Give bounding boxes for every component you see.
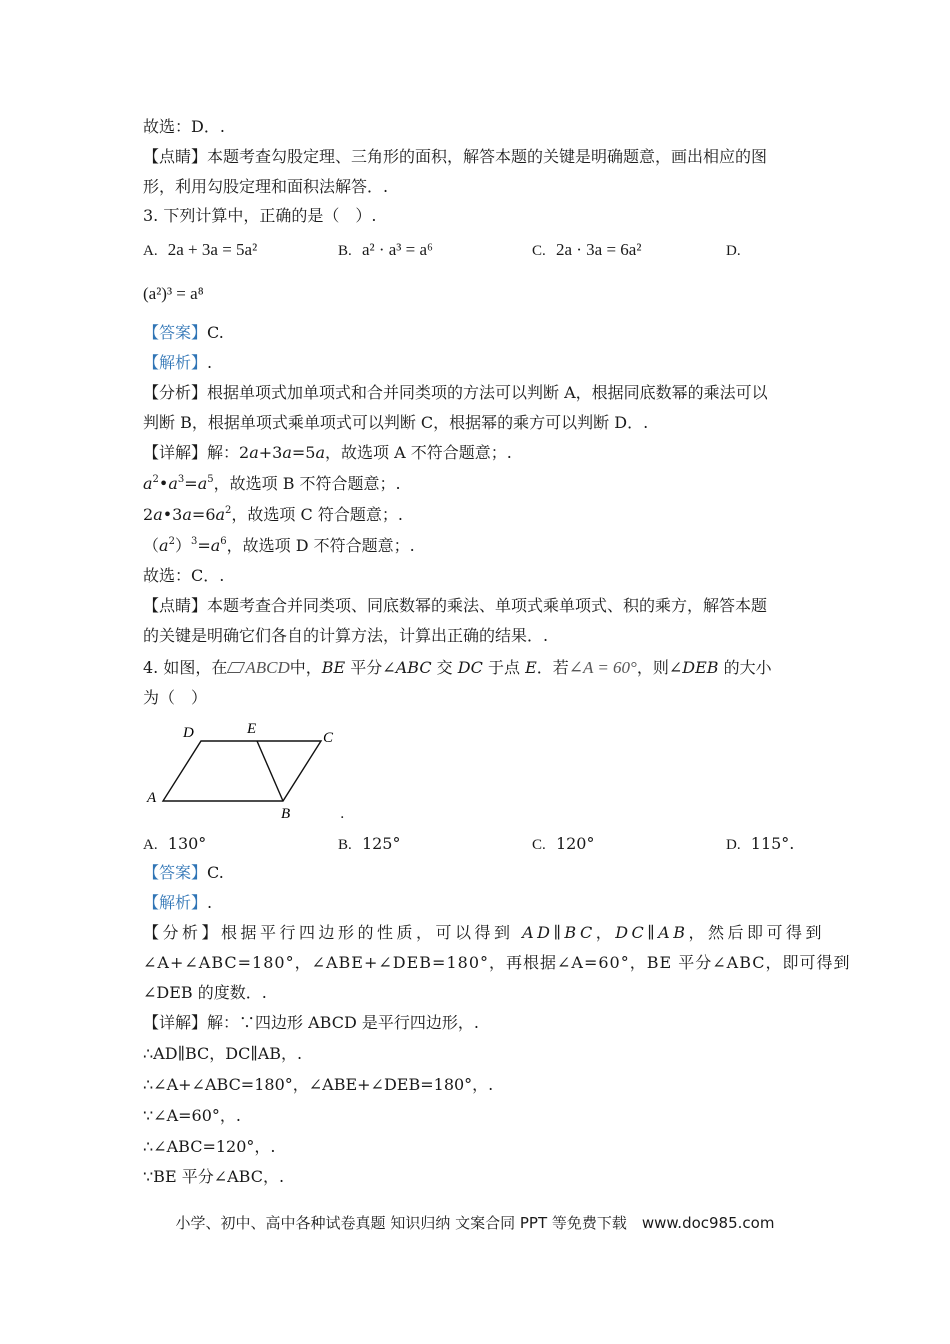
parallelogram-abcd bbox=[163, 741, 321, 801]
q4-detail-line-2: ∴AD∥BC，DC∥AB，. bbox=[143, 1044, 303, 1063]
q3-detail-line-2: $a^2•a^3=a^5$，故选项 B 不符合题意；. bbox=[143, 474, 401, 493]
parallelogram-symbol-icon bbox=[227, 658, 245, 669]
q4-fenxi-line-2: ∠A+∠ABC=180°，∠ABE+∠DEB=180°，再根据∠A=60°，BE 平分∠ABC，即可得到 bbox=[143, 953, 851, 972]
label-c: C bbox=[323, 730, 334, 746]
question-4-stem-line-1: 4. 如图，在 ABCD中，BE 平分∠ABC 交 DC 于点 E．若∠A = 60°，则∠DEB 的大小 bbox=[143, 658, 772, 677]
q4-fenxi-line-1: 【分析】根据平行四边形的性质，可以得到 AD∥BC，DC∥AB，然后即可得到 bbox=[143, 923, 826, 942]
q3-option-b: B. a² · a³ = a⁶ bbox=[338, 240, 433, 259]
page-footer: 小学、初中、高中各种试卷真题 知识归纳 文案合同 PPT 等免费下载 www.doc985.com bbox=[175, 1214, 775, 1232]
q3-detail-line-4: $(a^2)^3=a^6$，故选项 D 不符合题意；. bbox=[143, 536, 415, 555]
analysis-tag: 【解析】 bbox=[143, 353, 208, 372]
answer-tag: 【答案】 bbox=[143, 323, 208, 342]
previous-note-line-1: 【点睛】本题考查勾股定理、三角形的面积，解答本题的关键是明确题意，画出相应的图 bbox=[143, 147, 768, 166]
q3-note-line-2: 的关键是明确它们各自的计算方法，计算出正确的结果．. bbox=[143, 626, 549, 645]
label-a: A bbox=[147, 790, 157, 806]
figure-trailing-mark: . bbox=[340, 806, 345, 822]
q4-fenxi-line-3: ∠DEB 的度数．. bbox=[143, 983, 267, 1002]
q4-option-c: C. 120° bbox=[532, 834, 595, 853]
label-b: B bbox=[281, 806, 291, 822]
parallelogram-diagram bbox=[143, 716, 343, 824]
label-d: D bbox=[183, 725, 194, 741]
q3-conclusion-line: 故选：C．. bbox=[143, 566, 225, 585]
q3-note-line-1: 【点睛】本题考查合并同类项、同底数幂的乘法、单项式乘单项式、积的乘方，解答本题 bbox=[143, 596, 768, 615]
label-e: E bbox=[247, 721, 257, 737]
q3-answer-line: 【答案】C. bbox=[143, 323, 224, 342]
segment-be bbox=[257, 741, 283, 801]
previous-answer-line: 故选：D．. bbox=[143, 117, 225, 136]
q3-option-a: A. 2a + 3a = 5a² bbox=[143, 240, 258, 259]
q4-option-d: D. 115°. bbox=[726, 834, 795, 853]
q4-option-a: A. 130° bbox=[143, 834, 207, 853]
question-3-stem: 3. 下列计算中，正确的是（ ）. bbox=[143, 206, 377, 225]
q4-detail-line-5: ∴∠ABC=120°，. bbox=[143, 1137, 276, 1156]
q4-analysis-line: 【解析】. bbox=[143, 893, 213, 912]
q4-answer-line: 【答案】C. bbox=[143, 863, 224, 882]
question-4-stem-line-2: 为（ ） bbox=[143, 688, 208, 707]
q3-option-d: D. bbox=[726, 243, 741, 259]
q3-detail-line-3: $2a•3a=6a^2$，故选项 C 符合题意；. bbox=[143, 505, 403, 524]
q3-fenxi-line-1: 【分析】根据单项式加单项式和合并同类项的方法可以判断 A，根据同底数幂的乘法可以 bbox=[143, 383, 768, 402]
q3-analysis-line: 【解析】. bbox=[143, 353, 213, 372]
parallelogram-figure bbox=[143, 716, 343, 828]
q3-option-d-expr: (a²)³ = a⁸ bbox=[143, 284, 204, 303]
q4-detail-line-1: 【详解】解：∵四边形 ABCD 是平行四边形，. bbox=[143, 1013, 479, 1032]
answer-tag: 【答案】 bbox=[143, 863, 208, 882]
q4-detail-line-6: ∵BE 平分∠ABC，. bbox=[143, 1167, 285, 1186]
analysis-tag: 【解析】 bbox=[143, 893, 208, 912]
note-tag: 【点睛】 bbox=[143, 147, 208, 166]
q4-option-b: B. 125° bbox=[338, 834, 401, 853]
q3-option-c: C. 2a · 3a = 6a² bbox=[532, 240, 642, 259]
q4-detail-line-3: ∴∠A+∠ABC=180°，∠ABE+∠DEB=180°，. bbox=[143, 1075, 494, 1094]
q3-detail-line-1: 【详解】解：2a+3a=5a，故选项 A 不符合题意；. bbox=[143, 443, 512, 462]
q3-fenxi-line-2: 判断 B，根据单项式乘单项式可以判断 C，根据幂的乘方可以判断 D．. bbox=[143, 413, 649, 432]
q4-detail-line-4: ∵∠A=60°，. bbox=[143, 1106, 241, 1125]
previous-note-line-2: 形，利用勾股定理和面积法解答．. bbox=[143, 177, 389, 196]
